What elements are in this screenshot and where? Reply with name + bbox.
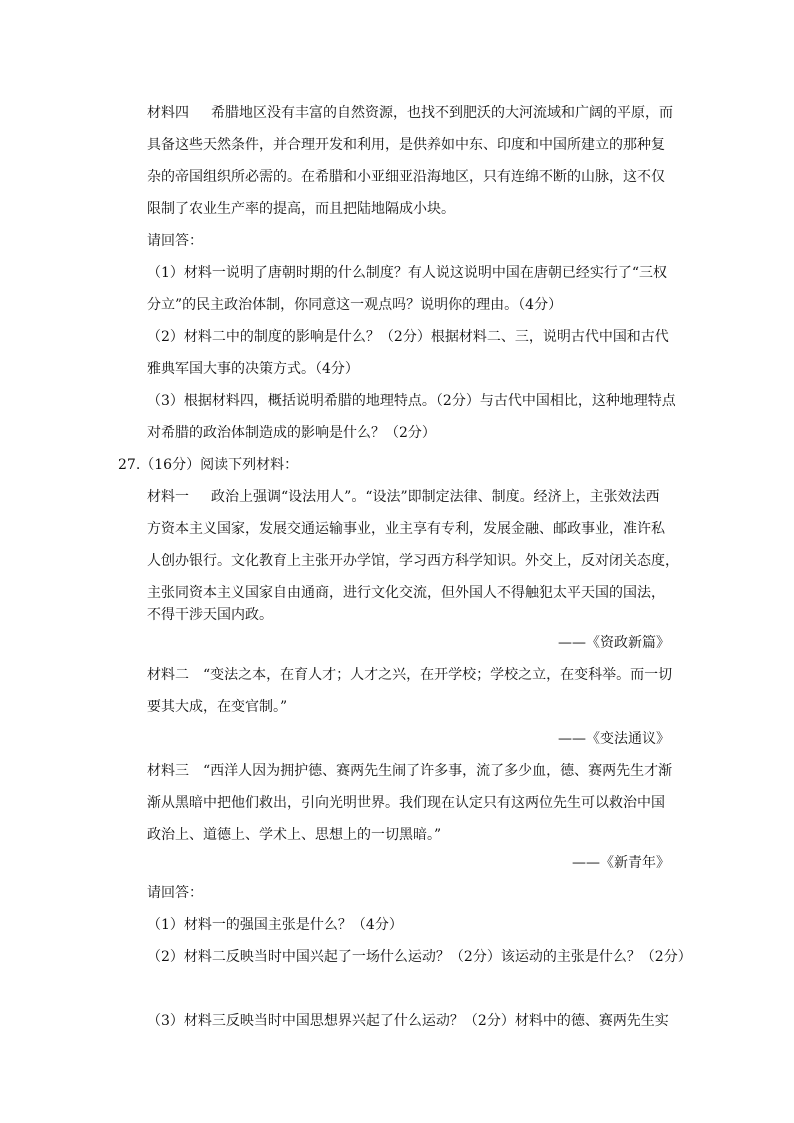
q26-q2-line-2: 雅典军国大事的决策方式。（4分） — [147, 361, 359, 377]
q27-m3-line-3: 政治上、道德上、学术上、思想上的一切黑暗。” — [147, 827, 442, 843]
q27-m1-source: ——《资政新篇》 — [558, 635, 670, 651]
q27-m1-line-5: 不得干涉天国内政。 — [147, 607, 273, 623]
q27-m3-line-1: 材料三 “西洋人因为拥护德、赛两先生闹了许多事，流了多少血，德、赛两先生才渐 — [147, 763, 673, 779]
q27-m3-label: 材料三 — [147, 763, 189, 779]
material4-line-2: 具备这些天然条件，并合理开发和利用，是供养如中东、印度和中国所建立的那种复 — [147, 137, 665, 153]
q27-m3-source: ——《新青年》 — [572, 855, 670, 871]
q27-m2-source: ——《变法通议》 — [558, 731, 670, 747]
q27-m1-line-4: 主张同资本主义国家自由通商，进行文化交流，但外国人不得触犯太平天国的国法， — [147, 585, 665, 601]
q27-m1-line-3: 人创办银行。文化教育上主张开办学馆，学习西方科学知识。外交上，反对闭关态度， — [147, 553, 679, 569]
q26-q1-line-1: （1）材料一说明了唐朝时期的什么制度？有人说这说明中国在唐朝已经实行了“三权 — [147, 265, 668, 281]
q26-q3-line-1: （3）根据材料四，概括说明希腊的地理特点。（2分）与古代中国相比，这种地理特点 — [147, 393, 676, 409]
q27-m2-line-1: 材料二 “变法之本，在育人才；人才之兴，在开学校；学校之立，在变科举。而一切 — [147, 667, 673, 683]
material4-line-4: 限制了农业生产率的提高，而且把陆地隔成小块。 — [147, 201, 455, 217]
q26-q3-line-2: 对希腊的政治体制造成的影响是什么？（2分） — [147, 425, 436, 441]
q27-m3-line-2: 渐从黑暗中把他们救出，引向光明世界。我们现在认定只有这两位先生可以救治中国 — [147, 795, 665, 811]
q27-q1: （1）材料一的强国主张是什么？（4分） — [147, 917, 403, 933]
material4-line-3: 杂的帝国组织所必需的。在希腊和小亚细亚沿海地区，只有连绵不断的山脉，这不仅 — [147, 169, 665, 185]
q27-ask: 请回答： — [147, 885, 203, 901]
material4-line-1: 材料四 希腊地区没有丰富的自然资源，也找不到肥沃的大河流域和广阔的平原，而 — [147, 105, 673, 121]
q27-heading: 27.（16分）阅读下列材料： — [118, 457, 299, 473]
material4-label: 材料四 — [147, 105, 189, 121]
q27-q3: （3）材料三反映当时中国思想界兴起了什么运动？（2分）材料中的德、赛两先生实 — [147, 1013, 669, 1029]
q26-q1-line-2: 分立”的民主政治体制，你同意这一观点吗？说明你的理由。（4分） — [147, 297, 563, 313]
q26-q2-line-1: （2）材料二中的制度的影响是什么？（2分）根据材料二、三，说明古代中国和古代 — [147, 329, 669, 345]
q27-m1-label: 材料一 — [147, 489, 189, 505]
q27-m2-line-2: 要其大成，在变官制。” — [147, 699, 288, 715]
q26-ask: 请回答： — [147, 233, 203, 249]
q27-m2-label: 材料二 — [147, 667, 189, 683]
q27-m1-line-2: 方资本主义国家，发展交通运输事业，业主享有专利，发展金融、邮政事业，准许私 — [147, 521, 665, 537]
q27-m1-line-1: 材料一 政治上强调“设法用人”。“设法”即制定法律、制度。经济上，主张效法西 — [147, 489, 660, 505]
q27-q2: （2）材料二反映当时中国兴起了一场什么运动？（2分）该运动的主张是什么？（2分） — [147, 949, 692, 965]
